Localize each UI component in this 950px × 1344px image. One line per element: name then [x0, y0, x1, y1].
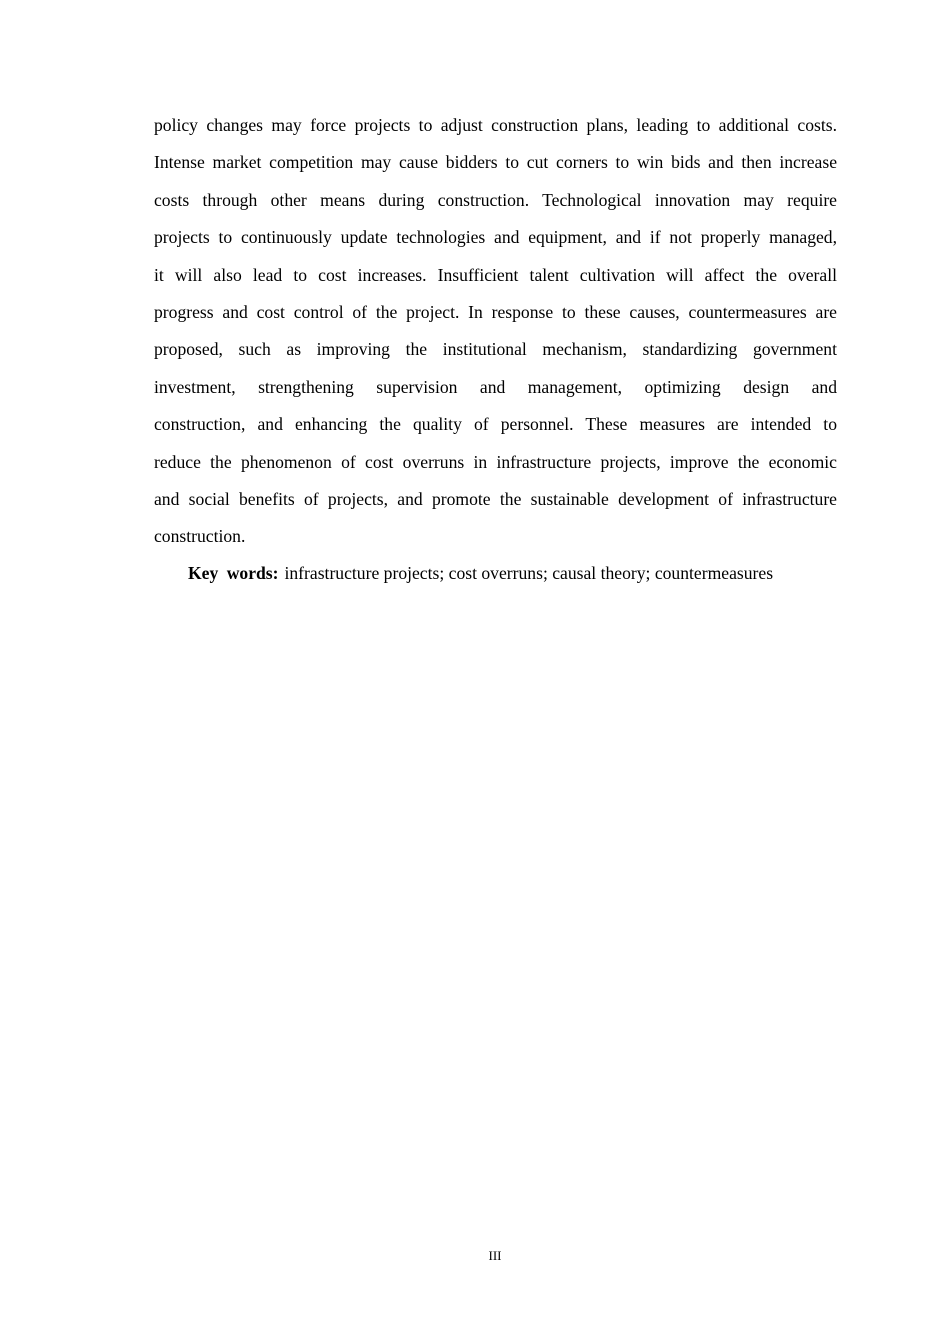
- paragraph-line: construction.: [154, 526, 246, 547]
- paragraph-line: reduce the phenomenon of cost overruns in infrastructure projects, improve the economic: [154, 451, 837, 472]
- paragraph-line: it will also lead to cost increases. Insufficient talent cultivation will affect the overall: [154, 264, 837, 285]
- paragraph-line: Intense market competition may cause bidders to cut corners to win bids and then increase: [154, 152, 837, 173]
- page-number: III: [488, 1248, 502, 1263]
- paragraph-line: projects to continuously update technologies and equipment, and if not properly managed,: [154, 227, 837, 248]
- keywords-text: infrastructure projects; cost overruns; causal theory; countermeasures: [284, 563, 774, 583]
- paragraph-line: proposed, such as improving the institutional mechanism, standardizing government: [154, 339, 837, 360]
- keywords-label: Key words:: [188, 563, 279, 583]
- paragraph-line: costs through other means during construction. Technological innovation may require: [154, 189, 837, 210]
- abstract-paragraph: [154, 107, 837, 556]
- paragraph-line: investment, strengthening supervision and management, optimizing design and: [154, 376, 837, 397]
- paragraph-line: progress and cost control of the project. In response to these causes, countermeasures are: [154, 301, 837, 322]
- keywords-line: [188, 555, 838, 592]
- paragraph-line: construction, and enhancing the quality of personnel. These measures are intended to: [154, 414, 837, 435]
- paragraph-line: policy changes may force projects to adjust construction plans, leading to additional costs.: [154, 115, 837, 135]
- paragraph-line: and social benefits of projects, and promote the sustainable development of infrastructure: [154, 488, 837, 509]
